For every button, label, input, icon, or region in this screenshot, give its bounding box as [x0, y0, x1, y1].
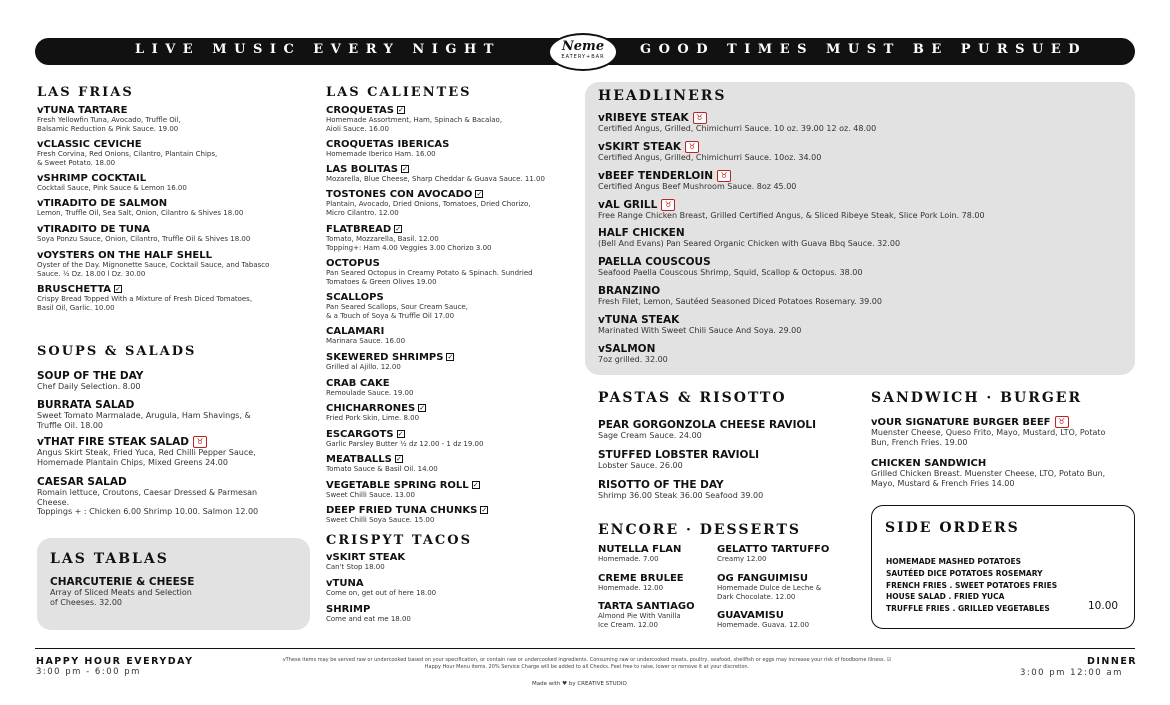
- item-name: ᴠRIBEYE STEAK: [598, 112, 689, 124]
- item-name: PAELLA COUSCOUS: [598, 256, 711, 268]
- item-desc: & Sweet Potato. 18.00: [37, 158, 116, 167]
- item-name: CRAB CAKE: [326, 378, 390, 389]
- item-desc: of Cheeses. 32.00: [50, 597, 122, 607]
- item-name: CHICHARRONES: [326, 403, 416, 414]
- side-order-line: HOUSE SALAD . FRIED YUCA: [886, 592, 1005, 602]
- menu-item: [326, 164, 545, 184]
- item-name: TARTA SANTIAGO: [598, 601, 695, 612]
- item-name: ᴠSALMON: [598, 343, 656, 355]
- section-title-las-tablas: LAS TABLAS: [50, 551, 169, 567]
- happy-hour-check-icon: ✓: [397, 430, 404, 438]
- menu-item: [717, 544, 829, 564]
- menu-item: [326, 139, 449, 159]
- item-desc: Ice Cream. 12.00: [598, 620, 658, 629]
- item-name: CREME BRULEE: [598, 573, 684, 584]
- item-desc: Shrimp 36.00 Steak 36.00 Seafood 39.00: [598, 491, 764, 500]
- item-name: HALF CHICKEN: [598, 227, 685, 239]
- menu-item: [37, 224, 250, 244]
- item-desc: Pan Seared Scallops, Sour Cream Sauce,: [326, 303, 468, 311]
- item-desc: Mozarella, Blue Cheese, Sharp Cheddar & Guava Sauce. 11.00: [326, 175, 545, 183]
- menu-item: [326, 403, 426, 423]
- item-desc: Mayo, Mustard & French Fries 14.00: [871, 478, 1015, 488]
- item-desc: Free Range Chicken Breast, Grilled Certified Angus, & Sliced Ribeye Steak, Slice Pork Loin. 78.00: [598, 211, 985, 220]
- item-desc: Sauce. ½ Dz. 18.00 l Dz. 30.00: [37, 269, 146, 278]
- side-order-line: HOMEMADE MASHED POTATOES: [886, 557, 1022, 566]
- item-desc: 7oz grilled. 32.00: [598, 355, 668, 364]
- item-desc: Homemade. 12.00: [598, 584, 664, 592]
- item-name: SHRIMP: [326, 604, 371, 615]
- menu-item: [598, 170, 796, 192]
- happy-hour-check-icon: ✓: [472, 481, 479, 489]
- item-desc: Tomato, Mozzarella, Basil. 12.00: [326, 235, 439, 243]
- menu-item: [326, 352, 454, 372]
- menu-item: [598, 343, 668, 365]
- item-desc: Balsamic Reduction & Pink Sauce. 19.00: [37, 124, 179, 133]
- happy-hour-title: HAPPY HOUR EVERYDAY: [36, 656, 194, 667]
- item-desc: Sweet Chilli Soya Sauce. 15.00: [326, 516, 435, 524]
- happy-hour-check-icon: ✓: [115, 285, 121, 293]
- item-desc: Certified Angus, Grilled, Chimichurri Sauce. 10 oz. 39.00 12 oz. 48.00: [598, 124, 877, 133]
- item-desc: Sage Cream Sauce. 24.00: [598, 431, 702, 440]
- item-name: LAS BOLITAS: [326, 164, 398, 175]
- menu-item: [717, 610, 809, 630]
- menu-item: [37, 198, 243, 218]
- section-title-side-orders: SIDE ORDERS: [885, 520, 1020, 536]
- item-desc: Dark Chocolate. 12.00: [717, 592, 796, 601]
- item-name: CHICKEN SANDWICH: [871, 458, 987, 469]
- item-desc: Can't Stop 18.00: [326, 563, 385, 571]
- happy-hour-check-icon: ✓: [402, 165, 408, 173]
- item-desc: Homemade Plantain Chips, Mixed Greens 24.00: [37, 457, 228, 467]
- item-desc: Topping+: Ham 4.00 Veggies 3.00 Chorizo 3.00: [326, 243, 492, 252]
- item-name: ᴠSKIRT STEAK: [326, 552, 406, 563]
- menu-item: [37, 139, 217, 167]
- footer-divider: [35, 648, 1135, 649]
- menu-item: [598, 256, 862, 278]
- menu-item: [37, 105, 181, 133]
- item-desc: Fresh Yellowfin Tuna, Avocado, Truffle Oil,: [37, 116, 181, 124]
- item-name: GELATTO TARTUFFO: [717, 544, 830, 555]
- logo-text: Neme: [561, 39, 605, 54]
- item-name: RISOTTO OF THE DAY: [598, 479, 724, 491]
- happy-hour-check-icon: ✓: [395, 225, 402, 233]
- menu-item: [326, 604, 411, 624]
- item-desc: Seafood Paella Couscous Shrimp, Squid, Scallop & Octopus. 38.00: [598, 268, 863, 277]
- item-desc: Remoulade Sauce. 19.00: [326, 389, 414, 397]
- item-desc: Marinara Sauce. 16.00: [326, 337, 406, 345]
- item-desc: Homemade. 7.00: [598, 555, 659, 563]
- item-name: CROQUETAS IBERICAS: [326, 139, 450, 150]
- menu-item: [326, 224, 492, 252]
- menu-item: [598, 573, 684, 593]
- menu-item: [326, 105, 502, 133]
- menu-item: [37, 284, 252, 312]
- item-desc: (Bell And Evans) Pan Seared Organic Chicken with Guava Bbq Sauce. 32.00: [598, 239, 901, 248]
- item-desc: Angus Skirt Steak, Fried Yuca, Red Chilli Pepper Sauce,: [37, 448, 256, 457]
- item-desc: Homemade Dulce de Leche &: [717, 584, 822, 592]
- item-name: CALAMARI: [326, 326, 385, 337]
- section-title-soups-salads: SOUPS & SALADS: [37, 344, 197, 359]
- item-name: FLATBREAD: [326, 224, 392, 235]
- menu-item: [326, 480, 480, 500]
- item-name: MEATBALLS: [326, 454, 392, 465]
- side-orders-box: [871, 505, 1135, 629]
- item-desc: Micro Cilantro. 12.00: [326, 208, 399, 217]
- menu-item: [326, 454, 438, 474]
- menu-item: [871, 416, 1105, 447]
- menu-item: [598, 544, 681, 564]
- side-order-line: FRENCH FRIES . SWEET POTATOES FRIES: [886, 580, 1058, 590]
- menu-item: [37, 436, 256, 467]
- section-title-las-calientes: LAS CALIENTES: [326, 85, 472, 100]
- happy-hour-check-icon: ✓: [447, 353, 454, 361]
- menu-item: [717, 573, 821, 601]
- item-name: SKEWERED SHRIMPS: [326, 352, 444, 363]
- item-desc: Pan Seared Octopus in Creamy Potato & Spinach. Sundried: [326, 269, 533, 277]
- menu-item: [598, 199, 985, 221]
- logo-subtext: EATERY+BAR: [561, 54, 605, 60]
- item-desc: Crispy Bread Topped With a Mixture of Fresh Diced Tomatoes,: [37, 295, 253, 303]
- menu-item: [37, 476, 258, 517]
- menu-item: [326, 189, 530, 217]
- item-name: BRANZINO: [598, 285, 661, 297]
- happy-hour-check-icon: ✓: [419, 404, 426, 412]
- item-desc: Grilled Chicken Breast. Muenster Cheese, LTO, Potato Bun,: [871, 469, 1106, 478]
- menu-item: [326, 552, 405, 572]
- item-name: BRUSCHETTA: [37, 284, 112, 295]
- item-name: ESCARGOTS: [326, 429, 394, 440]
- beef-icon: ♉: [693, 112, 707, 124]
- menu-item: [37, 399, 251, 430]
- item-desc: Array of Sliced Meats and Selection: [50, 588, 192, 597]
- section-title-pastas-risotto: PASTAS & RISOTTO: [598, 390, 787, 406]
- item-desc: Romain lettuce, Croutons, Caesar Dressed & Parmesan: [37, 488, 258, 497]
- side-orders-price: 10.00: [1088, 600, 1119, 612]
- section-title-desserts: ENCORE · DESSERTS: [598, 522, 802, 538]
- item-name: BURRATA SALAD: [37, 399, 135, 411]
- item-name: ᴠAL GRILL: [598, 199, 658, 211]
- item-desc: Almond Pie With Vanilla: [598, 612, 681, 620]
- item-desc: Homemade. Guava. 12.00: [717, 621, 810, 629]
- menu-item: [37, 250, 269, 278]
- item-name: ᴠSKIRT STEAK: [598, 141, 682, 153]
- section-title-headliners: HEADLINERS: [598, 88, 727, 104]
- item-desc: Fresh Corvina, Red Onions, Cilantro, Plantain Chips,: [37, 150, 218, 158]
- side-orders-list: [886, 556, 1057, 615]
- item-name: ᴠCLASSIC CEVICHE: [37, 139, 142, 150]
- item-name: ᴠBEEF TENDERLOIN: [598, 170, 714, 182]
- item-desc: Homemade Assortment, Ham, Spinach & Bacalao,: [326, 116, 503, 124]
- menu-item: [326, 429, 483, 449]
- menu-item: [50, 576, 194, 607]
- item-desc: Fried Pork Skin, Lime. 8.00: [326, 414, 420, 422]
- item-desc: Tomatoes & Green Olives 19.00: [326, 277, 437, 286]
- item-desc: Sweet Tomato Marmalade, Arugula, Ham Shavings, &: [37, 411, 251, 420]
- happy-hour-check-icon: ✓: [476, 190, 483, 198]
- side-order-line: TRUFFLE FRIES . GRILLED VEGETABLES: [886, 604, 1050, 614]
- item-desc: Aioli Sauce. 16.00: [326, 124, 389, 133]
- item-desc: Homemade Iberico Ham. 16.00: [326, 150, 436, 158]
- disclaimer-text: ᴠThese items may be served raw or undercooked based on your specification, or contain raw or undercooked ingredients. Consuming raw or undercooked meats, poultry, seafood, shellfish or eggs may increase your risk of foodborne illness. ☑ Happy Hour Menu items. 20% Service Charge will be added to all Checks. Feel free to raise, lower or remove it at your discretion.: [282, 657, 892, 670]
- dinner-time: 3:00 pm 12:00 am: [1020, 668, 1123, 678]
- menu-item: [598, 601, 695, 629]
- item-desc: Garlic Parsley Butter ½ dz 12.00 - 1 dz 19.00: [326, 440, 484, 448]
- item-name: ᴠOYSTERS ON THE HALF SHELL: [37, 250, 212, 261]
- item-name: OCTOPUS: [326, 258, 380, 269]
- menu-item: [871, 458, 1105, 488]
- section-title-crispy-tacos: CRISPYT TACOS: [326, 533, 472, 548]
- item-name: ᴠTUNA TARTARE: [37, 105, 128, 116]
- item-desc: Marinated With Sweet Chili Sauce And Soya. 29.00: [598, 326, 802, 335]
- item-desc: Come on, get out of here 18.00: [326, 589, 437, 597]
- dinner-title: DINNER: [1087, 656, 1138, 667]
- item-name: CHARCUTERIE & CHEESE: [50, 576, 195, 588]
- menu-item: [326, 258, 533, 286]
- item-name: ᴠOUR SIGNATURE BURGER BEEF: [871, 417, 1051, 428]
- made-with-credit: Made with ♥ by CREATIVE STUDIO: [532, 681, 627, 687]
- item-desc: Basil Oil, Garlic. 10.00: [37, 303, 115, 312]
- item-name: ᴠTUNA: [326, 578, 364, 589]
- item-name: ᴠTIRADITO DE TUNA: [37, 224, 150, 235]
- item-desc: & a Touch of Soya & Truffle Oil 17.00: [326, 311, 455, 320]
- item-name: VEGETABLE SPRING ROLL: [326, 480, 469, 491]
- item-desc: Soya Ponzu Sauce, Onion, Cilantro, Truffle Oil & Shives 18.00: [37, 235, 251, 243]
- item-desc: Certified Angus, Grilled, Chimichurri Sauce. 10oz. 34.00: [598, 153, 822, 162]
- happy-hour-check-icon: ✓: [398, 106, 404, 114]
- item-name: SCALLOPS: [326, 292, 384, 303]
- section-title-sandwich-burger: SANDWICH · BURGER: [871, 390, 1083, 406]
- item-desc: Sweet Chilli Sauce. 13.00: [326, 491, 415, 499]
- beef-icon: ♉: [717, 170, 731, 182]
- item-name: ᴠTUNA STEAK: [598, 314, 680, 326]
- item-name: TOSTONES CON AVOCADO: [326, 189, 473, 200]
- item-name: ᴠTHAT FIRE STEAK SALAD: [37, 436, 189, 448]
- item-name: PEAR GORGONZOLA CHEESE RAVIOLI: [598, 419, 816, 431]
- side-order-line: SAUTÉED DICE POTATOES ROSEMARY: [886, 568, 1043, 578]
- beef-icon: ♉: [661, 199, 675, 211]
- item-desc: Lemon, Truffle Oil, Sea Salt, Onion, Cilantro & Shives 18.00: [37, 209, 244, 217]
- item-name: CROQUETAS: [326, 105, 394, 116]
- menu-item: [598, 449, 759, 471]
- menu-item: [326, 326, 405, 346]
- item-desc: Oyster of the Day. Mignonette Sauce, Cocktail Sauce, and Tabasco: [37, 261, 270, 269]
- menu-item: [37, 370, 143, 392]
- item-desc: Cocktail Sauce, Pink Sauce & Lemon 16.00: [37, 184, 187, 192]
- item-desc: Chef Daily Selection. 8.00: [37, 382, 141, 391]
- item-desc: Certified Angus Beef Mushroom Sauce. 8oz 45.00: [598, 182, 797, 191]
- item-desc: Plantain, Avocado, Dried Onions, Tomatoes, Dried Chorizo,: [326, 200, 531, 208]
- happy-hour-check-icon: ✓: [481, 506, 488, 514]
- item-name: GUAVAMISU: [717, 610, 784, 621]
- beef-icon: ♉: [685, 141, 699, 153]
- menu-item: [598, 112, 876, 134]
- happy-hour-check-icon: ✓: [395, 455, 402, 463]
- item-desc: Toppings + : Chicken 6.00 Shrimp 10.00. Salmon 12.00: [37, 507, 259, 516]
- item-name: STUFFED LOBSTER RAVIOLI: [598, 449, 760, 461]
- menu-item: [598, 419, 816, 441]
- item-desc: Cheese.: [37, 497, 70, 507]
- item-desc: Bun, French Fries. 19.00: [871, 437, 968, 447]
- happy-hour-time: 3:00 pm - 6:00 pm: [36, 667, 141, 677]
- menu-item: [598, 141, 821, 163]
- item-desc: Fresh Filet, Lemon, Sautéed Seasoned Diced Potatoes Rosemary. 39.00: [598, 297, 882, 306]
- item-desc: Tomato Sauce & Basil Oil. 14.00: [326, 465, 438, 473]
- banner-left-text: LIVE MUSIC EVERY NIGHT: [135, 42, 501, 57]
- menu-item: [598, 227, 900, 249]
- item-name: CAESAR SALAD: [37, 476, 127, 488]
- section-title-las-frias: LAS FRIAS: [37, 85, 134, 100]
- banner-right-text: GOOD TIMES MUST BE PURSUED: [640, 42, 1088, 57]
- item-desc: Come and eat me 18.00: [326, 615, 411, 623]
- menu-item: [37, 173, 187, 193]
- item-name: NUTELLA FLAN: [598, 544, 682, 555]
- item-name: DEEP FRIED TUNA CHUNKS: [326, 505, 478, 516]
- item-name: ᴠSHRIMP COCKTAIL: [37, 173, 147, 184]
- menu-item: [598, 285, 882, 307]
- item-name: ᴠTIRADITO DE SALMON: [37, 198, 168, 209]
- item-desc: Grilled al Ajillo. 12.00: [326, 363, 401, 371]
- beef-icon: ♉: [1055, 416, 1069, 428]
- menu-item: [326, 378, 413, 398]
- menu-item: [598, 314, 801, 336]
- menu-item: [326, 505, 488, 525]
- beef-icon: ♉: [193, 436, 207, 448]
- menu-item: [326, 292, 468, 320]
- item-name: SOUP OF THE DAY: [37, 370, 144, 382]
- item-desc: Creamy 12.00: [717, 555, 767, 563]
- restaurant-logo: [548, 33, 618, 71]
- item-name: OG FANGUIMISU: [717, 573, 809, 584]
- menu-item: [598, 479, 763, 501]
- item-desc: Muenster Cheese, Queso Frito, Mayo, Mustard, LTO, Potato: [871, 428, 1106, 437]
- menu-item: [326, 578, 436, 598]
- item-desc: Lobster Sauce. 26.00: [598, 461, 683, 470]
- item-desc: Truffle Oil. 18.00: [37, 420, 103, 430]
